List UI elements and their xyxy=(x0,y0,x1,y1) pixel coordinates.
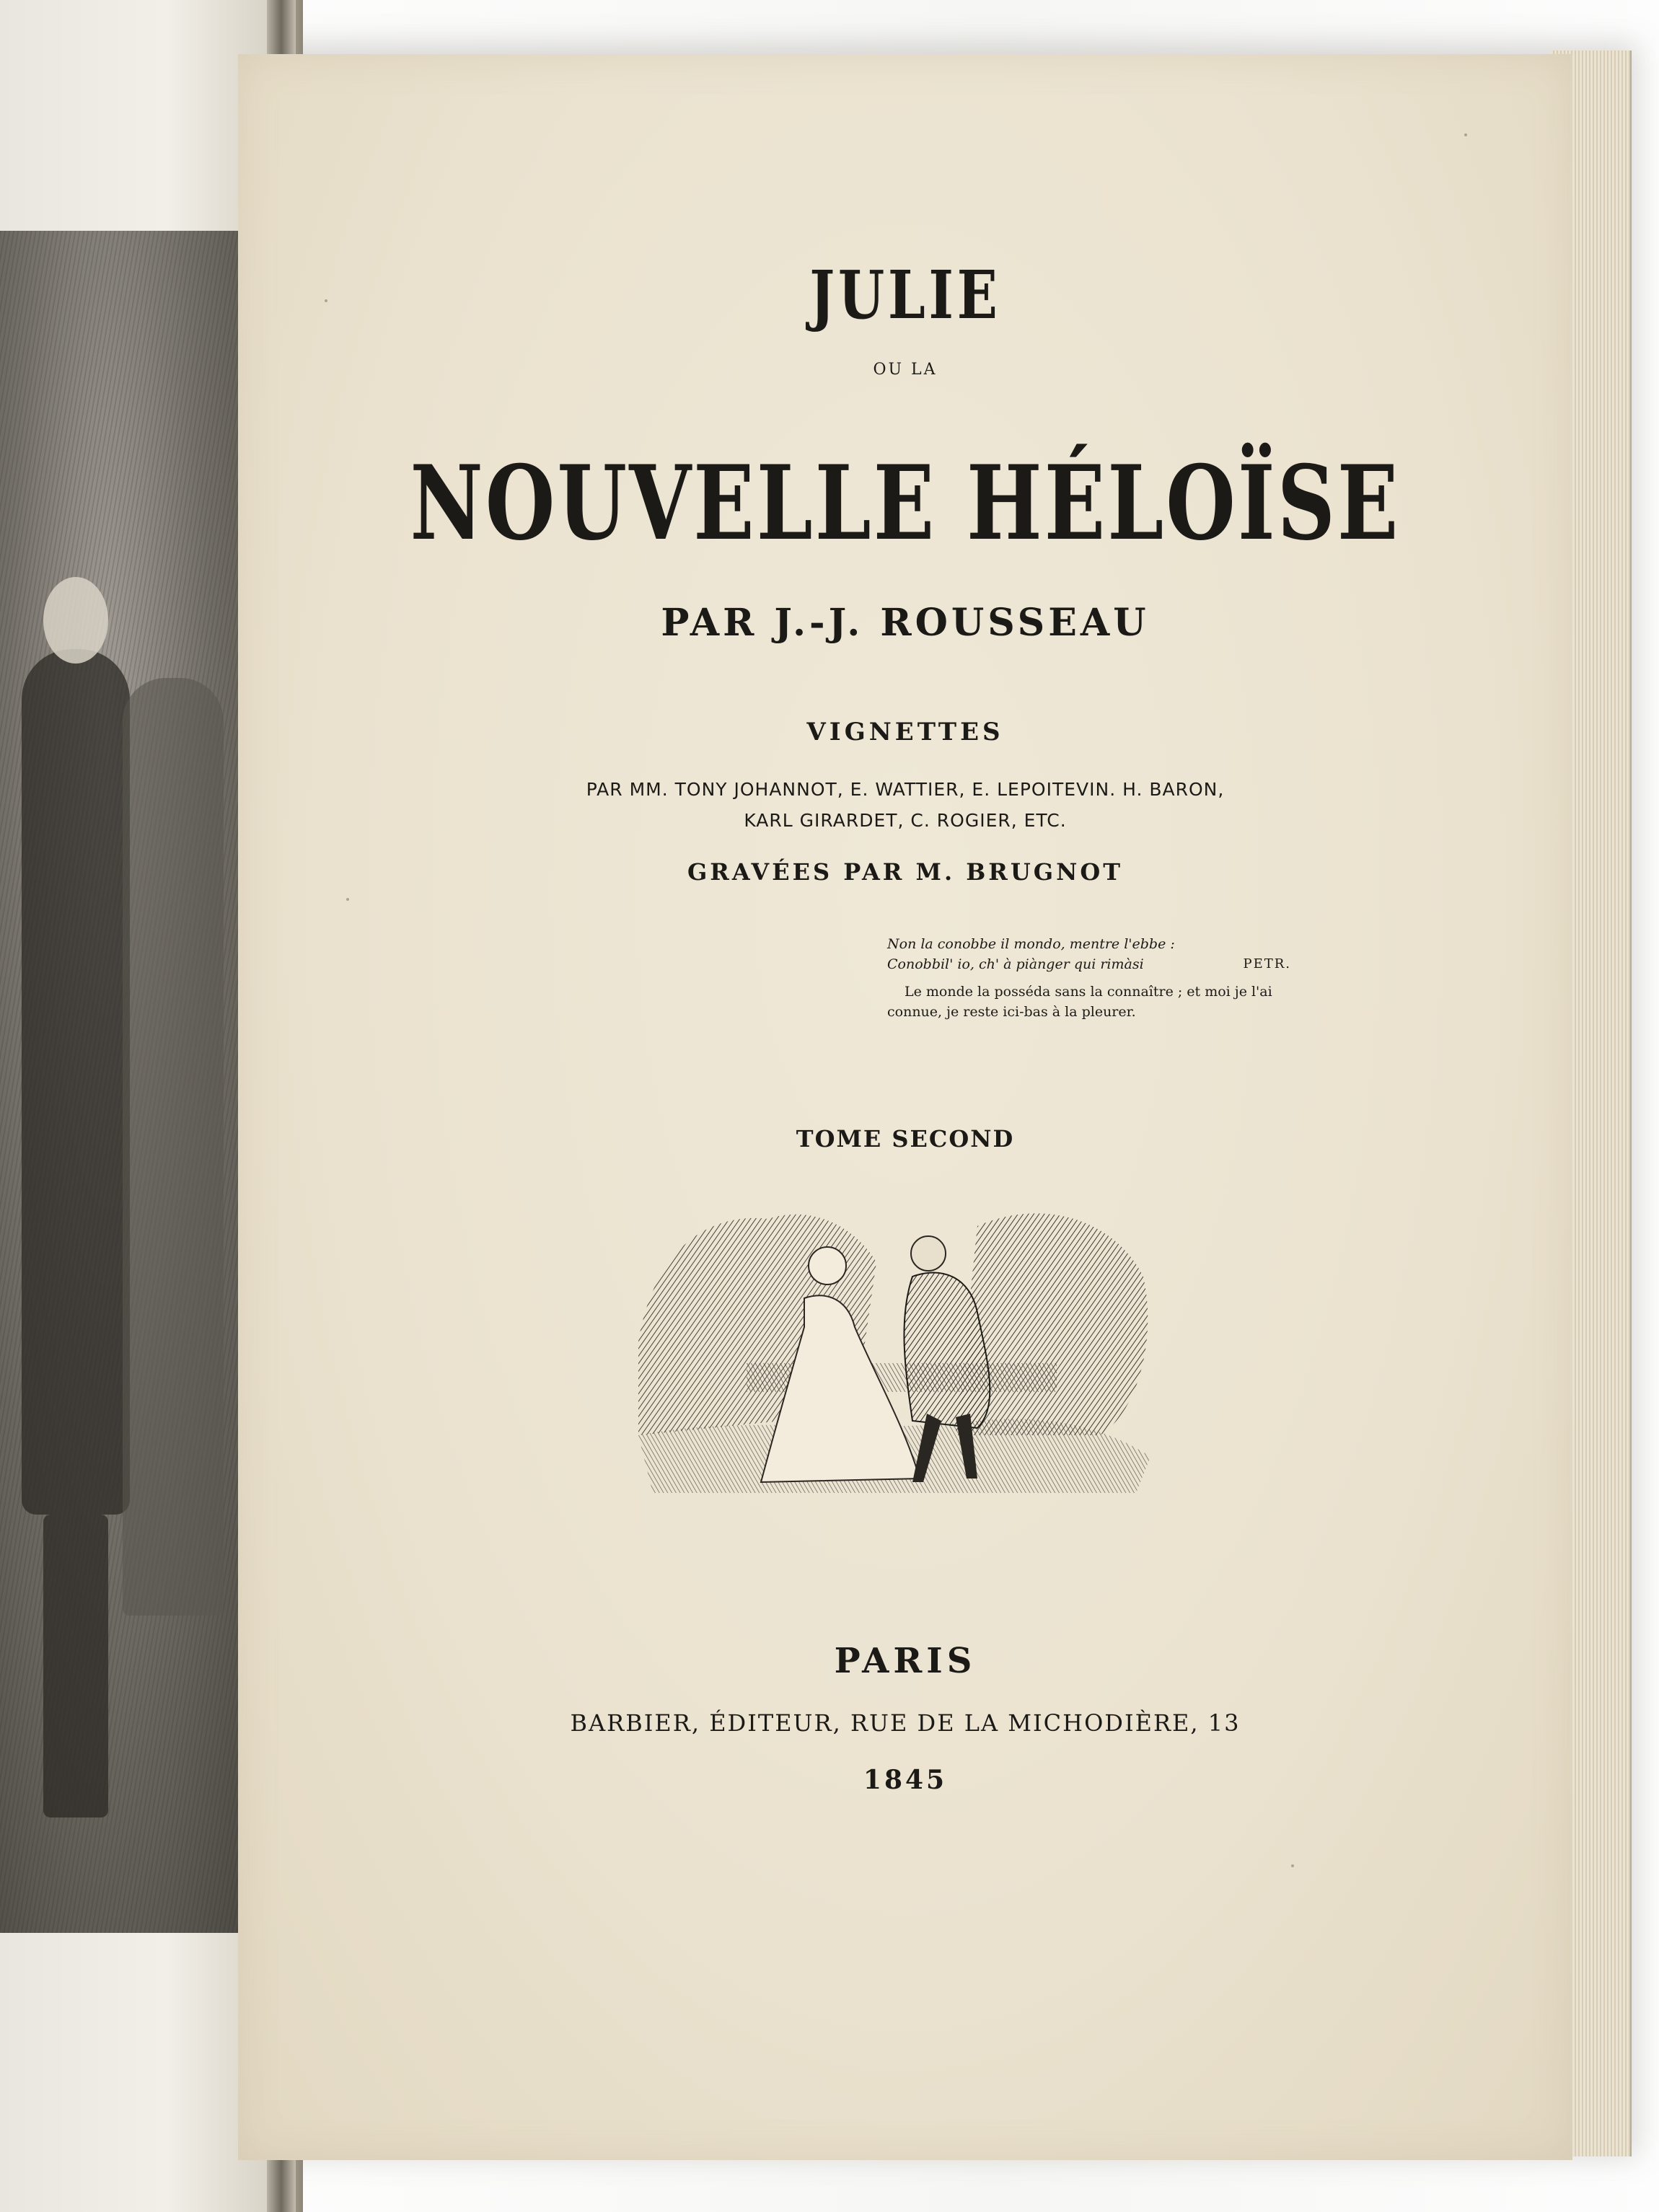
frontispiece-figure-legs xyxy=(43,1515,108,1817)
publication-year: 1845 xyxy=(863,1765,948,1795)
author-line: PAR J.-J. ROUSSEAU xyxy=(661,601,1150,645)
vignette-woman-head xyxy=(809,1247,846,1285)
publication-city: PARIS xyxy=(834,1641,977,1681)
epigraph xyxy=(887,934,1291,1022)
book-title: JULIE xyxy=(809,256,1001,334)
paper-foxing-spot xyxy=(1464,133,1467,136)
vignette-man-head xyxy=(911,1236,946,1271)
artists-line-1: PAR MM. TONY JOHANNOT, E. WATTIER, E. LEPOITEVIN. H. BARON, xyxy=(586,779,1225,800)
volume-label: TOME SECOND xyxy=(796,1125,1015,1153)
epigraph-french-translation: Le monde la posséda sans la connaître ; et moi je l'ai connue, je reste ici-bas à la pleurer. xyxy=(887,984,1272,1020)
epigraph-italian-line-1: Non la conobbe il mondo, mentre l'ebbe : xyxy=(887,936,1175,952)
paper-foxing-spot xyxy=(325,299,327,302)
epigraph-italian-line-2-row xyxy=(887,954,1291,974)
paper-foxing-spot xyxy=(346,898,349,901)
epigraph-attribution: PETR. xyxy=(1243,956,1291,971)
illustrations-heading: VIGNETTES xyxy=(806,718,1004,746)
title-connector: OU LA xyxy=(873,361,938,379)
publisher-line: BARBIER, ÉDITEUR, RUE DE LA MICHODIÈRE, 13 xyxy=(570,1709,1241,1737)
title-page xyxy=(238,54,1572,2160)
title-vignette-engraving xyxy=(638,1197,1150,1500)
book-subtitle: NOUVELLE HÉLOÏSE xyxy=(410,444,1401,563)
frontispiece-figure-head xyxy=(43,577,108,664)
frontispiece-figure-body xyxy=(22,649,130,1515)
frontispiece-second-figure xyxy=(123,678,224,1616)
paper-foxing-spot xyxy=(1291,1864,1294,1867)
artists-line-2: KARL GIRARDET, C. ROGIER, ETC. xyxy=(744,810,1067,831)
engraver-line: GRAVÉES PAR M. BRUGNOT xyxy=(687,858,1124,886)
epigraph-italian-line-2: Conobbil' io, ch' à piànger qui rimàsi xyxy=(887,956,1144,972)
